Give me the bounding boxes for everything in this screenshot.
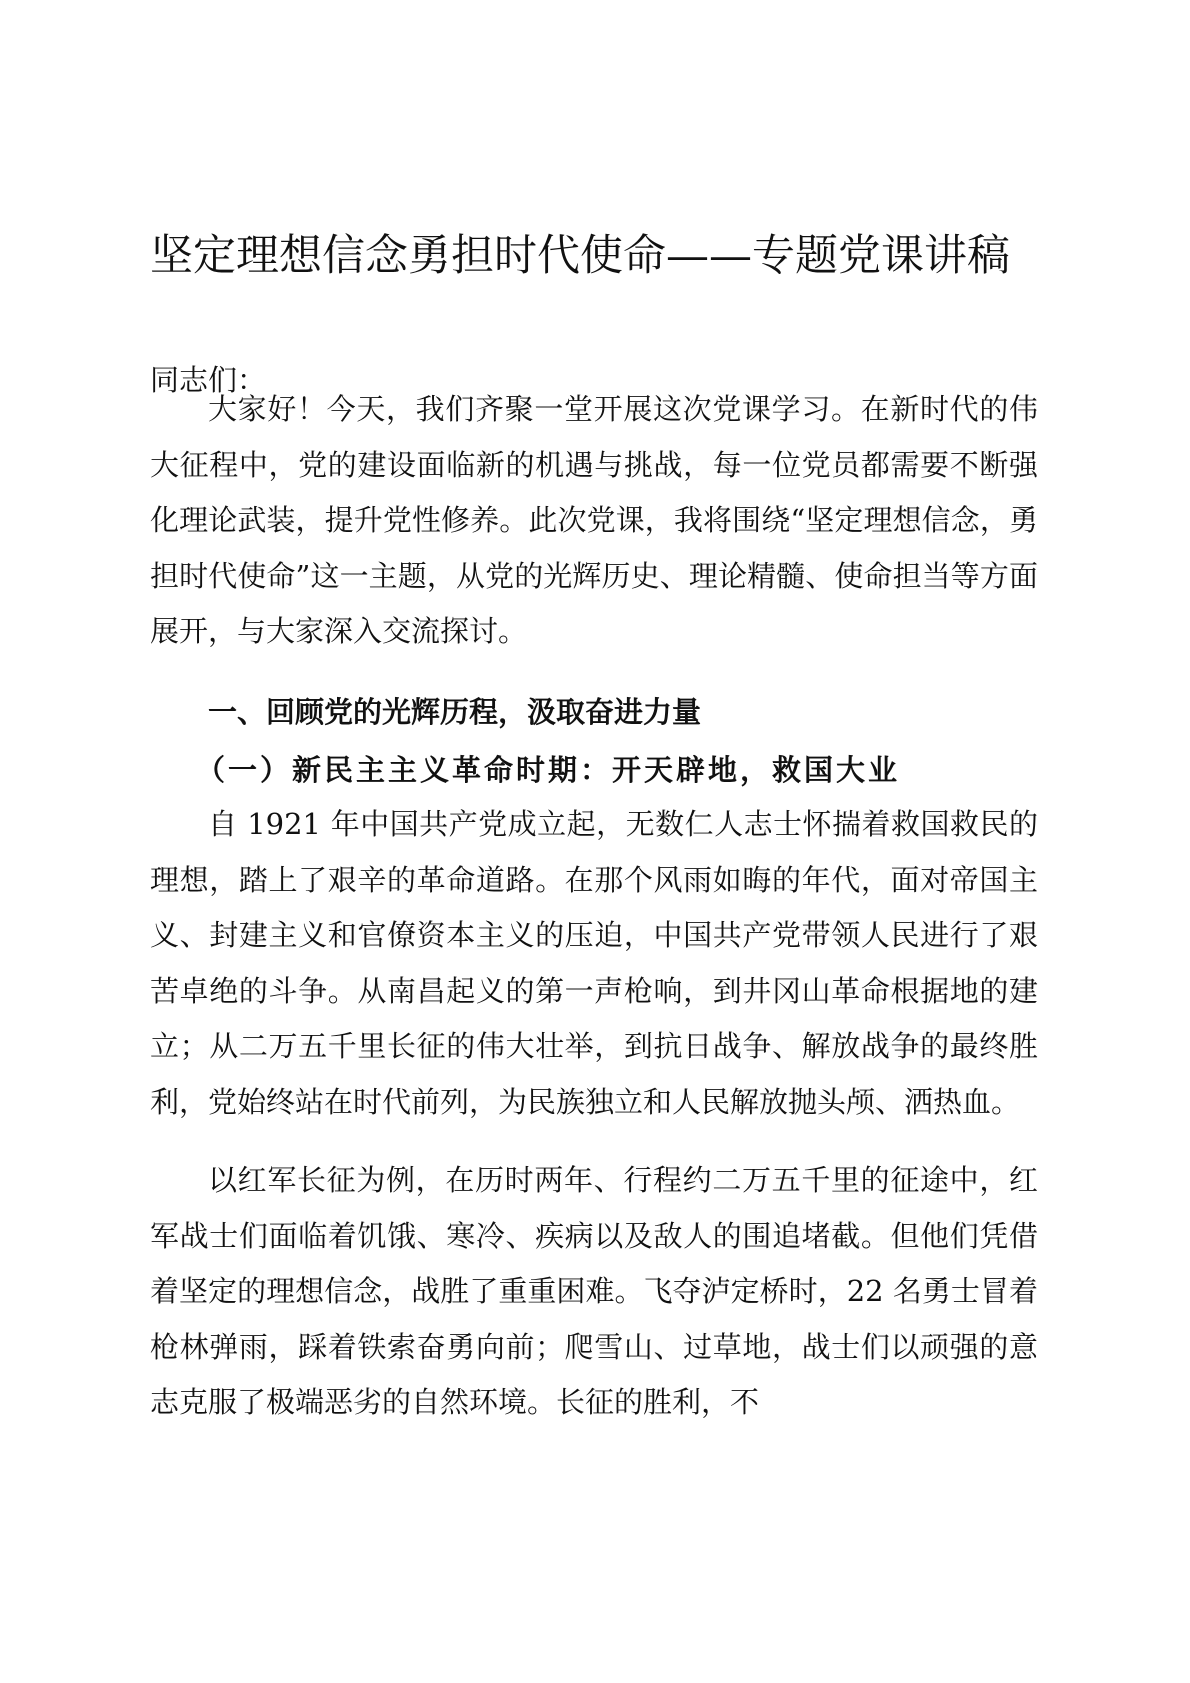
paragraph-long-march: 以红军长征为例，在历时两年、行程约二万五千里的征途中，红军战士们面临着饥饿、寒冷、疾病以及敌人的围追堵截。但他们凭借着坚定的理想信念，战胜了重重困难。飞夺泸定桥时，22 名勇士冒着枪林弹雨，踩着铁索奋勇向前；爬雪山、过草地，战士们以顽强的意志克服了极端恶劣的自然环境。长征的胜利，不	[150, 1163, 1038, 1419]
section-1-heading: 一、回顾党的光辉历程，汲取奋进力量	[208, 695, 702, 729]
intro-paragraph: 大家好！今天，我们齐聚一堂开展这次党课学习。在新时代的伟大征程中，党的建设面临新的机遇与挑战，每一位党员都需要不断强化理论武装，提升党性修养。此次党课，我将围绕“坚定理想信念，勇担时代使命”这一主题，从党的光辉历史、理论精髓、使命担当等方面展开，与大家深入交流探讨。	[150, 392, 1038, 648]
section-1-1-heading: （一）新民主主义革命时期：开天辟地，救国大业	[196, 753, 901, 787]
salutation: 同志们：	[150, 363, 267, 397]
paragraph-history: 自 1921 年中国共产党成立起，无数仁人志士怀揣着救国救民的理想，踏上了艰辛的革命道路。在那个风雨如晦的年代，面对帝国主义、封建主义和官僚资本主义的压迫，中国共产党带领人民进行了艰苦卓绝的斗争。从南昌起义的第一声枪响，到井冈山革命根据地的建立；从二万五千里长征的伟大壮举，到抗日战争、解放战争的最终胜利，党始终站在时代前列，为民族独立和人民解放抛头颅、洒热血。	[150, 807, 1038, 1119]
document-title: 坚定理想信念勇担时代使命——专题党课讲稿	[150, 231, 1010, 281]
